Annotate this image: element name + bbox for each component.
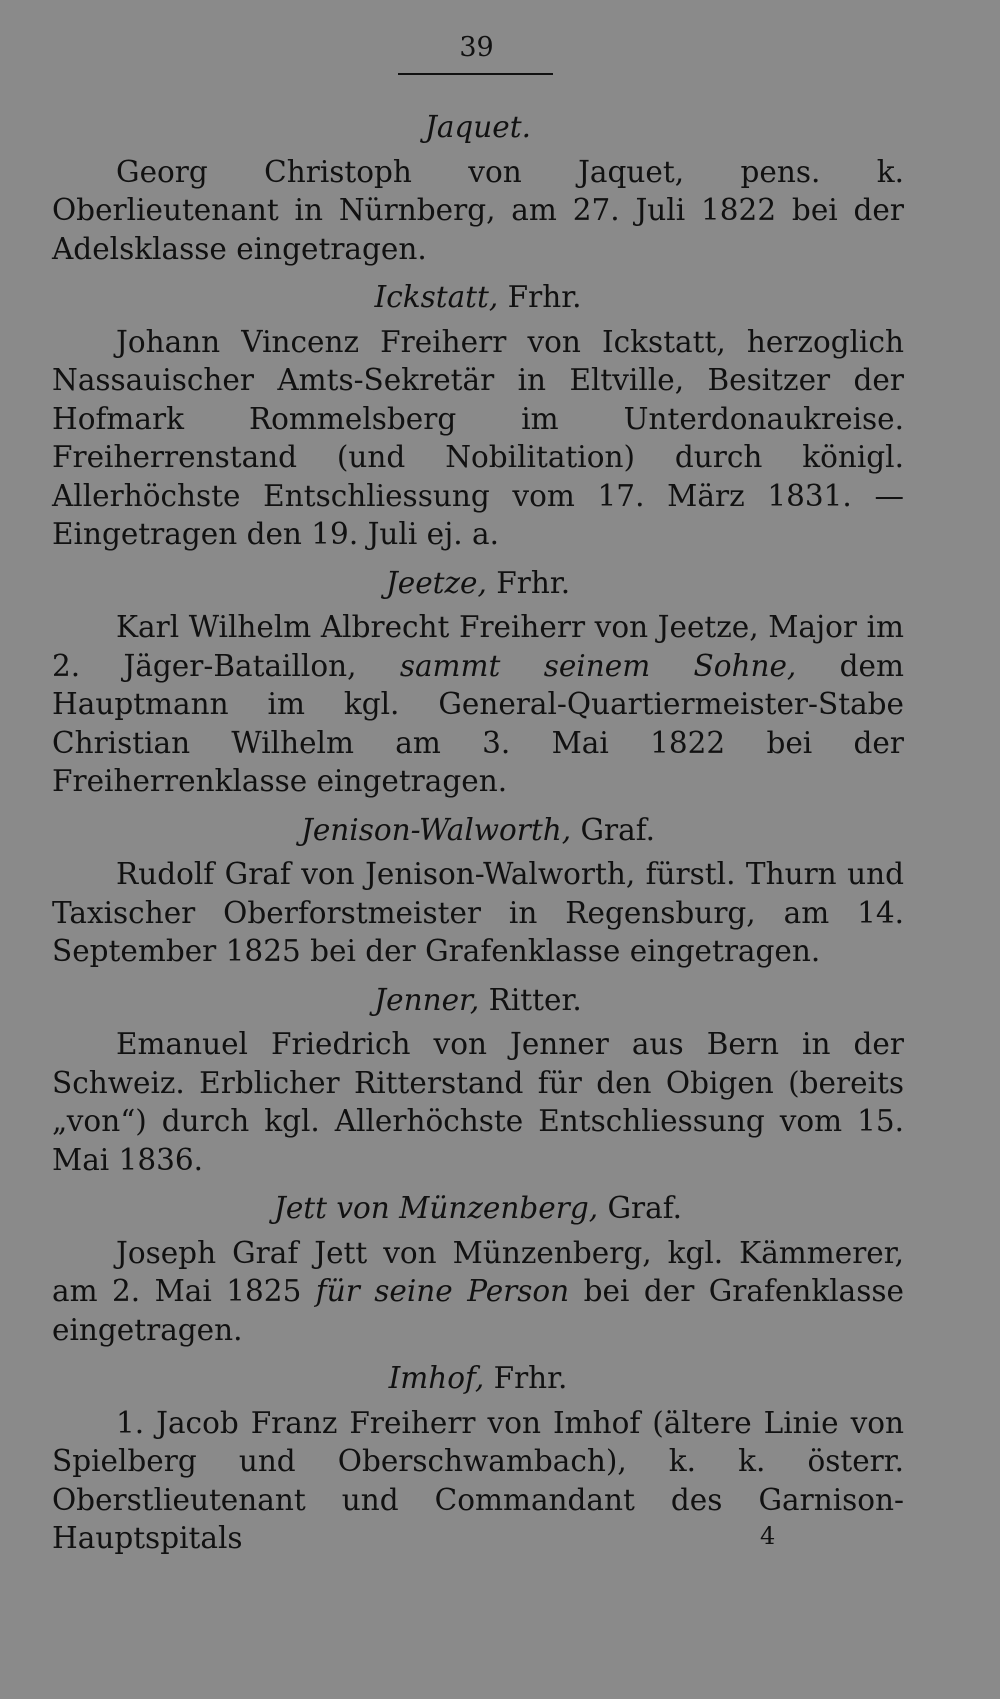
text-run: 1. Jacob Franz Freiherr von Imhof (ältere Linie von Spielberg und Oberschwambach), k. k. österr. Oberstlieutenant und Commandant des Garnison-Hauptspitals: [52, 1405, 904, 1555]
entry-heading: [52, 981, 904, 1020]
family-name: Jett von Münzenberg,: [274, 1191, 599, 1225]
noble-title: Frhr.: [486, 565, 571, 600]
noble-title: Graf.: [571, 812, 655, 847]
italic-text-run: sammt seinem Sohne,: [399, 648, 797, 683]
entry-heading: [52, 1189, 904, 1228]
header-rule: [398, 73, 553, 75]
entry-paragraph: [52, 323, 904, 554]
text-run: Johann Vincenz Freiherr von Ickstatt, herzoglich Nassauischer Amts-Sekretär in Eltville, Besitzer der Hofmark Rommelsberg im Unterdonaukreise. Freiherrenstand (und Nobilitation) durch königl. Allerhöchste Entschliessung vom 17. März 1831. — Eingetragen den 19. Juli ej. a.: [52, 324, 904, 551]
family-name: Imhof,: [388, 1361, 485, 1395]
noble-title: Frhr.: [484, 1361, 568, 1395]
entry-heading: [52, 278, 904, 317]
noble-title: Frhr.: [498, 280, 582, 314]
page-number: 39: [459, 32, 494, 63]
family-name: Ickstatt,: [374, 280, 499, 314]
text-run: Georg Christoph von Jaquet, pens. k. Oberlieutenant in Nürnberg, am 27. Juli 1822 bei der Adelsklasse eingetragen.: [52, 154, 904, 266]
text-run: Rudolf Graf von Jenison-Walworth, fürstl. Thurn und Taxischer Oberforstmeister in Regensburg, am 14. September 1825 bei der Grafenklasse eingetragen.: [52, 857, 904, 968]
text-run: Emanuel Friedrich von Jenner aus Bern in der Schweiz. Erblicher Ritterstand für den Obigen (bereits „von“) durch kgl. Allerhöchste Entschliessung vom 15. Mai 1836.: [52, 1027, 904, 1177]
document-body: [52, 108, 904, 1568]
entry-heading: [52, 108, 904, 147]
entry-heading: [52, 1359, 904, 1398]
text-run: bei der Grafenklasse eingetragen.: [52, 1274, 905, 1347]
family-name: Jenison-Walworth,: [301, 812, 572, 847]
entry-heading: [52, 564, 904, 603]
family-name: Jeetze,: [385, 565, 487, 600]
entry-paragraph: [52, 1404, 904, 1558]
entry-paragraph: [52, 1234, 904, 1350]
entry-paragraph: [52, 1025, 904, 1179]
entry-paragraph: [52, 608, 904, 801]
family-name: Jaquet.: [425, 110, 531, 144]
entry-paragraph: [52, 153, 904, 269]
text-run: Karl Wilhelm Albrecht Freiherr von Jeetze, Major im 2. Jäger-Bataillon,: [52, 610, 904, 683]
text-run: Joseph Graf Jett von Münzenberg, kgl. Kämmerer, am 2. Mai 1825: [52, 1235, 904, 1308]
noble-title: Ritter.: [479, 982, 582, 1017]
signature-mark: 4: [760, 1522, 776, 1550]
family-name: Jenner,: [374, 982, 480, 1017]
noble-title: Graf.: [598, 1191, 682, 1225]
entry-heading: [52, 811, 904, 850]
text-run: dem Hauptmann im kgl. General-Quartiermeister-Stabe Christian Wilhelm am 3. Mai 1822 bei der Freiherrenklasse eingetragen.: [52, 648, 904, 798]
italic-text-run: für seine Person: [315, 1274, 570, 1308]
entry-paragraph: [52, 855, 904, 971]
